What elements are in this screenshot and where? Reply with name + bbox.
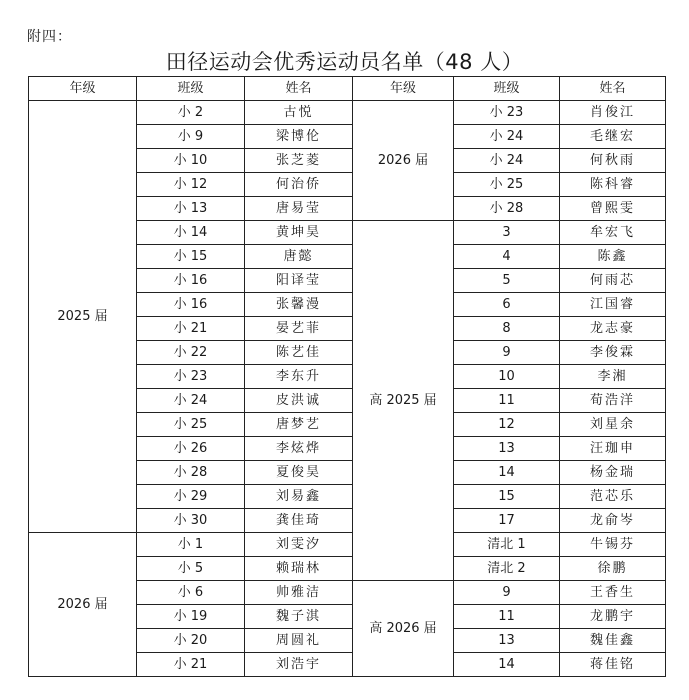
name-cell: 范芯乐	[560, 485, 666, 509]
name-cell: 龙鹏宇	[560, 605, 666, 629]
name-cell: 夏俊昊	[245, 461, 353, 485]
name-cell: 晏艺菲	[245, 317, 353, 341]
class-cell: 8	[454, 317, 560, 341]
name-cell: 肖俊江	[560, 101, 666, 125]
name-cell: 刘雯汐	[245, 533, 353, 557]
page-title: 田径运动会优秀运动员名单（48 人）	[165, 50, 524, 74]
class-cell: 14	[454, 461, 560, 485]
name-cell: 刘易鑫	[245, 485, 353, 509]
athlete-roster-table	[28, 76, 666, 677]
header-grade-right: 年级	[353, 77, 454, 101]
class-cell: 小 9	[137, 125, 245, 149]
class-cell: 5	[454, 269, 560, 293]
class-cell: 17	[454, 509, 560, 533]
name-cell: 张馨漫	[245, 293, 353, 317]
name-cell: 龙俞岑	[560, 509, 666, 533]
name-cell: 皮洪诚	[245, 389, 353, 413]
name-cell: 唐梦艺	[245, 413, 353, 437]
class-cell: 15	[454, 485, 560, 509]
name-cell: 何秋雨	[560, 149, 666, 173]
class-cell: 13	[454, 629, 560, 653]
name-cell: 黄坤昊	[245, 221, 353, 245]
class-cell: 清北 2	[454, 557, 560, 581]
class-cell: 小 6	[137, 581, 245, 605]
name-cell: 李东升	[245, 365, 353, 389]
class-cell: 小 20	[137, 629, 245, 653]
grade-cell: 2025 届	[29, 101, 137, 533]
class-cell: 小 16	[137, 269, 245, 293]
name-cell: 帅雅洁	[245, 581, 353, 605]
class-cell: 小 25	[454, 173, 560, 197]
name-cell: 赖瑞林	[245, 557, 353, 581]
class-cell: 小 23	[454, 101, 560, 125]
name-cell: 毛继宏	[560, 125, 666, 149]
name-cell: 梁博伦	[245, 125, 353, 149]
class-cell: 3	[454, 221, 560, 245]
appendix-label: 附四：	[27, 29, 72, 45]
name-cell: 陈科睿	[560, 173, 666, 197]
class-cell: 小 22	[137, 341, 245, 365]
class-cell: 4	[454, 245, 560, 269]
class-cell: 小 15	[137, 245, 245, 269]
name-cell: 唐懿	[245, 245, 353, 269]
name-cell: 李湘	[560, 365, 666, 389]
name-cell: 牟宏飞	[560, 221, 666, 245]
class-cell: 小 21	[137, 317, 245, 341]
class-cell: 小 24	[454, 149, 560, 173]
name-cell: 何雨芯	[560, 269, 666, 293]
class-cell: 小 25	[137, 413, 245, 437]
grade-cell: 高 2026 届	[353, 581, 454, 677]
name-cell: 杨金瑞	[560, 461, 666, 485]
class-cell: 11	[454, 389, 560, 413]
class-cell: 13	[454, 437, 560, 461]
class-cell: 小 10	[137, 149, 245, 173]
class-cell: 小 24	[454, 125, 560, 149]
class-cell: 小 21	[137, 653, 245, 677]
name-cell: 曾熙雯	[560, 197, 666, 221]
name-cell: 周圆礼	[245, 629, 353, 653]
name-cell: 魏子淇	[245, 605, 353, 629]
name-cell: 阳译莹	[245, 269, 353, 293]
class-cell: 小 2	[137, 101, 245, 125]
name-cell: 蒋佳铭	[560, 653, 666, 677]
class-cell: 小 23	[137, 365, 245, 389]
name-cell: 刘浩宇	[245, 653, 353, 677]
name-cell: 陈鑫	[560, 245, 666, 269]
name-cell: 刘星余	[560, 413, 666, 437]
class-cell: 10	[454, 365, 560, 389]
class-cell: 11	[454, 605, 560, 629]
class-cell: 小 12	[137, 173, 245, 197]
name-cell: 江国睿	[560, 293, 666, 317]
class-cell: 9	[454, 581, 560, 605]
class-cell: 小 29	[137, 485, 245, 509]
name-cell: 王香生	[560, 581, 666, 605]
name-cell: 龚佳琦	[245, 509, 353, 533]
class-cell: 小 5	[137, 557, 245, 581]
class-cell: 小 1	[137, 533, 245, 557]
name-cell: 何治侨	[245, 173, 353, 197]
table-header-row	[29, 77, 666, 101]
class-cell: 小 19	[137, 605, 245, 629]
class-cell: 清北 1	[454, 533, 560, 557]
grade-cell: 2026 届	[353, 101, 454, 221]
name-cell: 古悦	[245, 101, 353, 125]
class-cell: 9	[454, 341, 560, 365]
table-row	[29, 101, 666, 125]
name-cell: 李炫烨	[245, 437, 353, 461]
grade-cell: 高 2025 届	[353, 221, 454, 581]
class-cell: 小 30	[137, 509, 245, 533]
class-cell: 小 24	[137, 389, 245, 413]
name-cell: 荀浩洋	[560, 389, 666, 413]
name-cell: 唐易莹	[245, 197, 353, 221]
class-cell: 小 26	[137, 437, 245, 461]
class-cell: 小 16	[137, 293, 245, 317]
header-class-right: 班级	[454, 77, 560, 101]
header-name-right: 姓名	[560, 77, 666, 101]
grade-cell: 2026 届	[29, 533, 137, 677]
name-cell: 陈艺佳	[245, 341, 353, 365]
class-cell: 12	[454, 413, 560, 437]
name-cell: 汪珈申	[560, 437, 666, 461]
name-cell: 李俊霖	[560, 341, 666, 365]
class-cell: 14	[454, 653, 560, 677]
name-cell: 张芝菱	[245, 149, 353, 173]
header-grade-left: 年级	[29, 77, 137, 101]
class-cell: 小 13	[137, 197, 245, 221]
name-cell: 龙志豪	[560, 317, 666, 341]
class-cell: 6	[454, 293, 560, 317]
class-cell: 小 28	[137, 461, 245, 485]
header-name-left: 姓名	[245, 77, 353, 101]
class-cell: 小 28	[454, 197, 560, 221]
header-class-left: 班级	[137, 77, 245, 101]
class-cell: 小 14	[137, 221, 245, 245]
name-cell: 牛锡芬	[560, 533, 666, 557]
table-row	[29, 533, 666, 557]
name-cell: 徐鹏	[560, 557, 666, 581]
name-cell: 魏佳鑫	[560, 629, 666, 653]
